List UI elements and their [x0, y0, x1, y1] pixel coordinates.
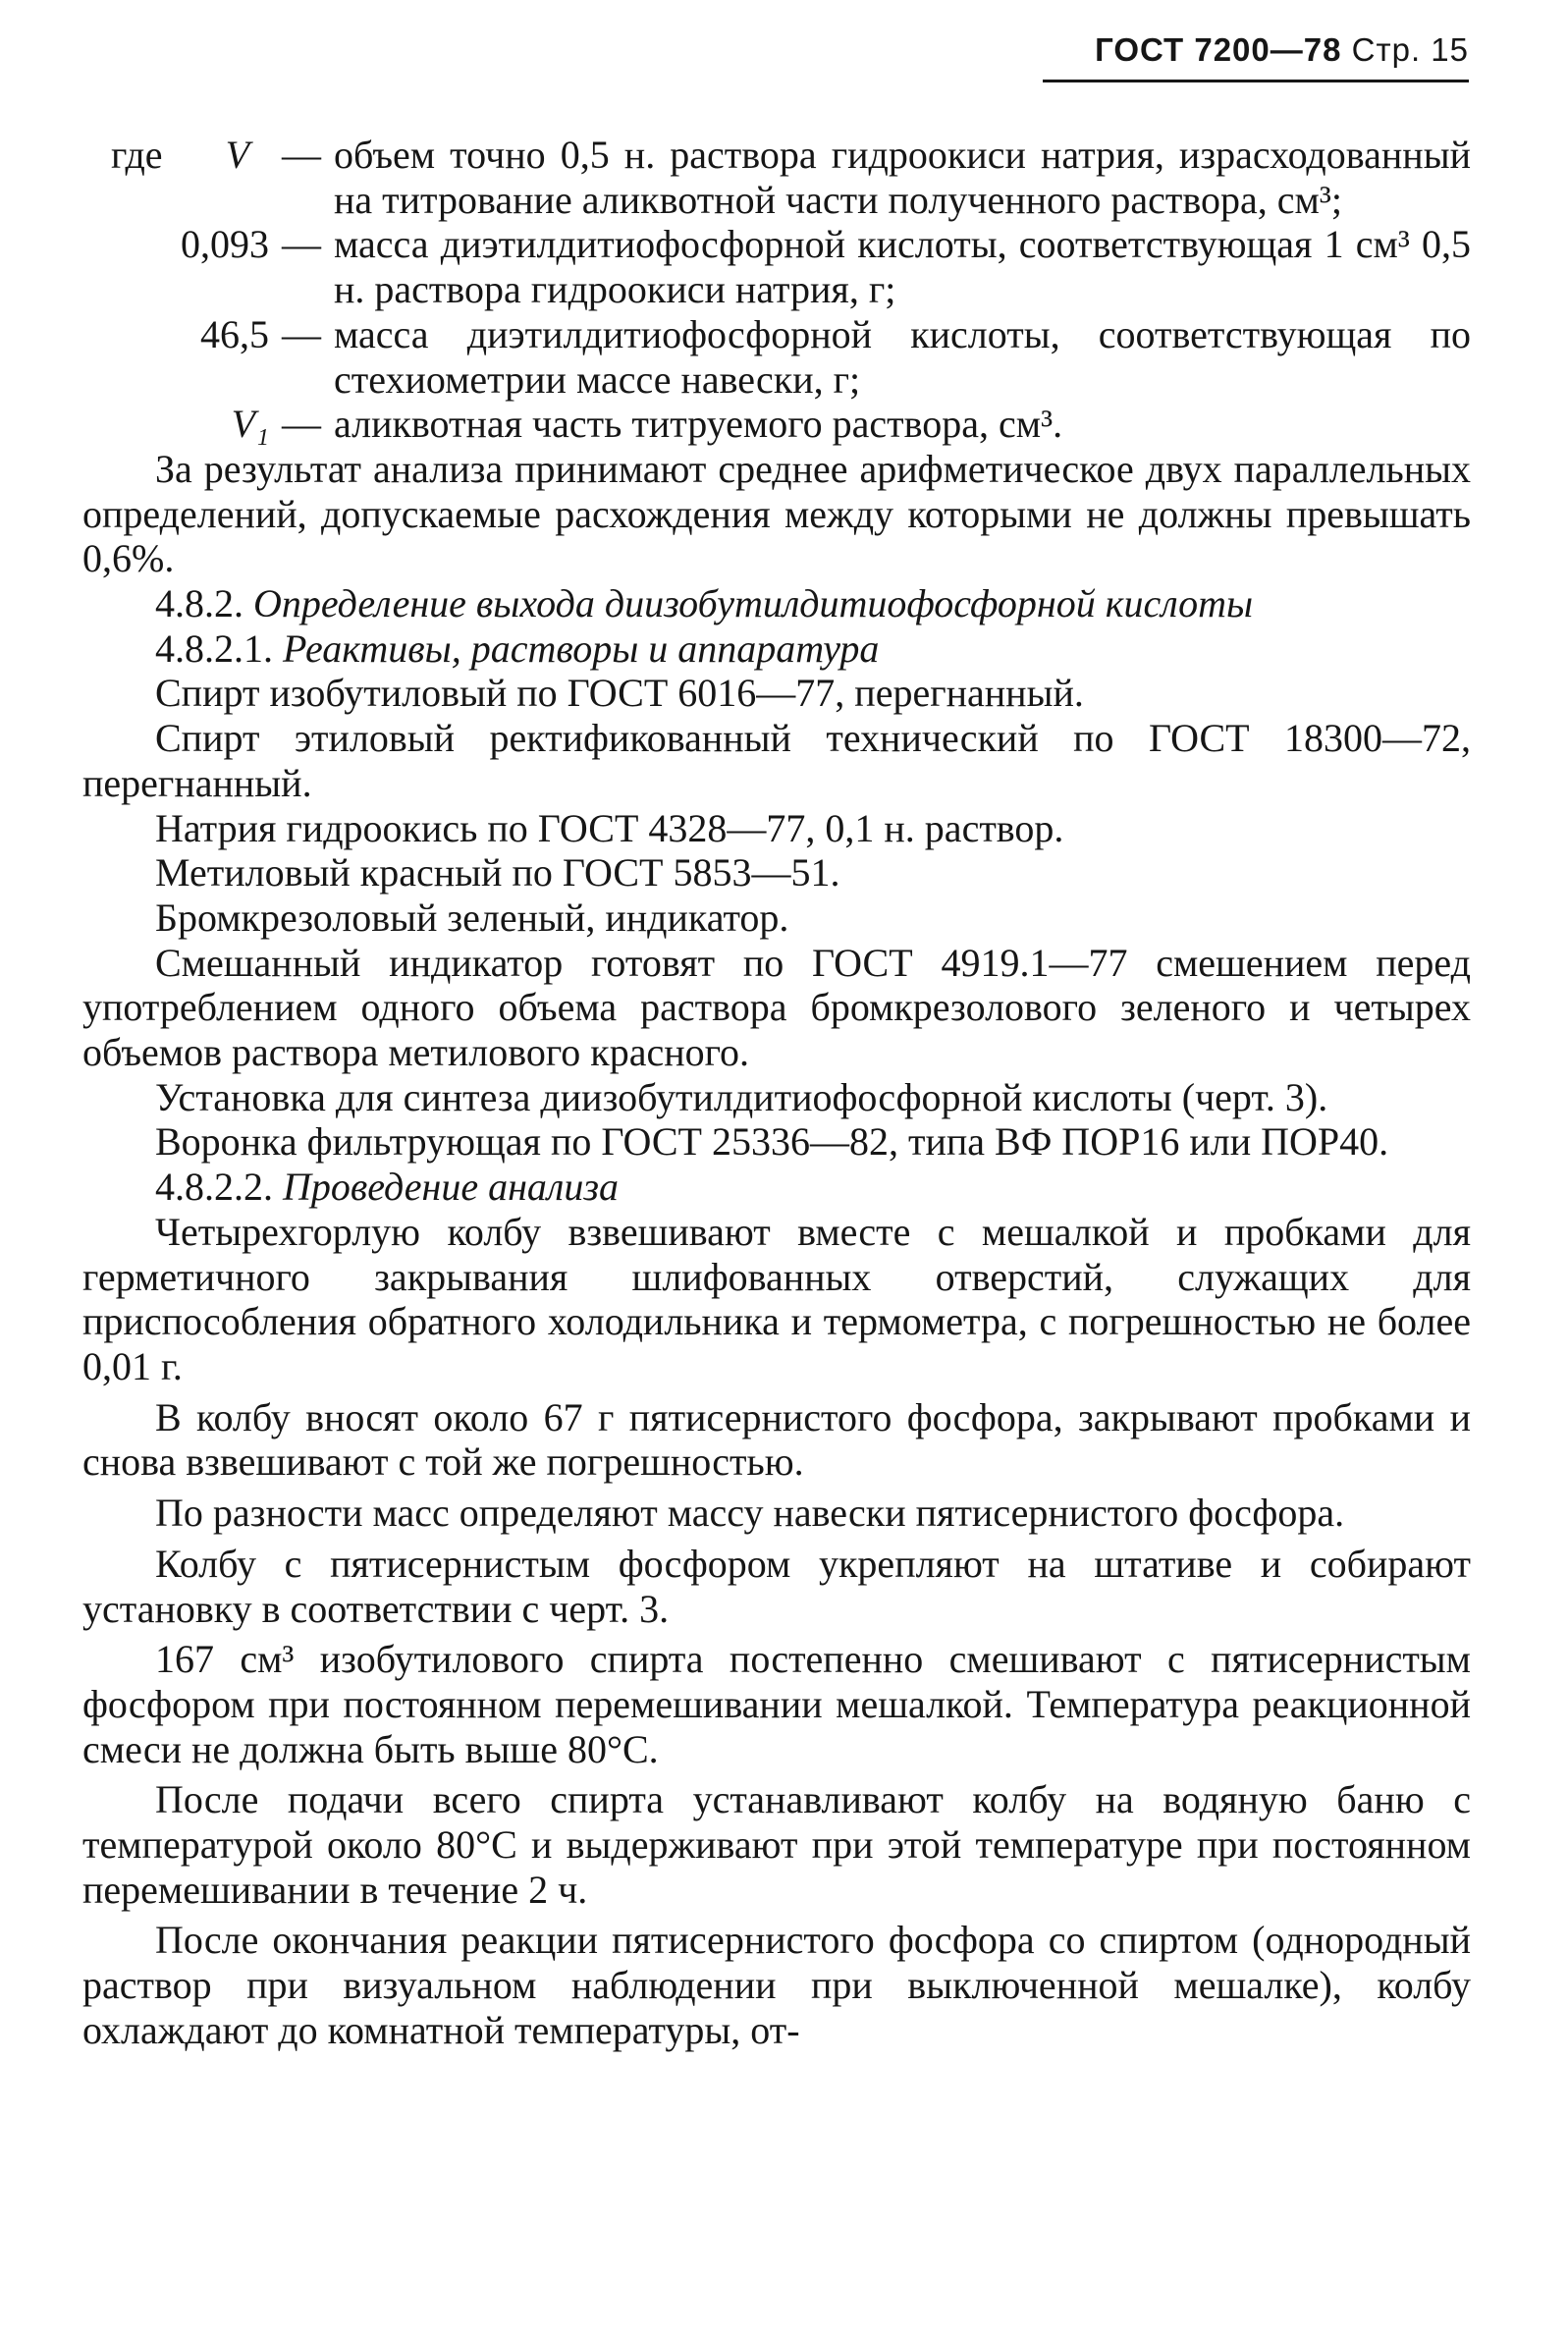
analysis-step-2: В колбу вносят около 67 г пятисернистого фосфора, закрывают пробками и снова взвешивают с той же погрешностью.: [82, 1394, 1471, 1485]
apparatus-synthesis-unit: Установка для синтеза диизобутилдитиофосфорной кислоты (черт. 3).: [155, 1074, 1328, 1119]
header-rule: [1043, 80, 1469, 82]
section-heading-4-8-2: [82, 581, 1471, 626]
definition-text: масса диэтилдитиофосфорной кислоты, соответствующая 1 см³ 0,5 н. раствора гидроокиси натрия, г;: [334, 222, 1471, 312]
definition-dash: —: [282, 222, 321, 267]
analysis-step-3: По разности масс определяют массу навески пятисернистого фосфора.: [155, 1491, 1345, 1536]
where-lead-and-symbol: где V: [111, 133, 249, 177]
analysis-step-1: Четырехгорлую колбу взвешивают вместе с мешалкой и пробками для герметичного закрывания шлифованных отверстий, служащих для приспособления обратного холодильника и термометра, с погрешностью не более 0,01 г.: [82, 1209, 1471, 1388]
page-number: Стр. 15: [1351, 31, 1469, 68]
analysis-step-7: После окончания реакции пятисернистого фосфора со спиртом (однородный раствор при визуальном наблюдении при выключенной мешалке), колбу охлаждают до комнатной температуры, от-: [82, 1918, 1471, 2052]
reagent-isobutyl-alcohol: Спирт изобутиловый по ГОСТ 6016—77, перегнанный.: [155, 671, 1084, 716]
symbol-v1: V₁: [231, 402, 269, 447]
page-header: [1043, 31, 1469, 69]
analysis-step-6: После подачи всего спирта устанавливают колбу на водяную баню с температурой около 80°С и выдерживают при этой температуре при постоянном перемешивании в течение 2 ч.: [82, 1777, 1471, 1912]
apparatus-filter-funnel: Воронка фильтрующая по ГОСТ 25336—82, типа ВФ ПОР16 или ПОР40.: [155, 1119, 1389, 1165]
section-title: Определение выхода диизобутилдитиофосфорной кислоты: [253, 581, 1254, 626]
reagent-ethyl-alcohol: Спирт этиловый ректификованный технический по ГОСТ 18300—72, перегнанный.: [82, 716, 1471, 805]
where-item-465: [82, 312, 1471, 402]
reagent-methyl-red: Метиловый красный по ГОСТ 5853—51.: [155, 850, 840, 895]
analysis-step-5: 167 см³ изобутилового спирта постепенно смешивают с пятисернистым фосфором при постоянном перемешивании мешалкой. Температура реакционной смеси не должна быть выше 80°С.: [82, 1637, 1471, 1771]
reagent-bromocresol-green: Бромкрезоловый зеленый, индикатор.: [155, 895, 789, 940]
analysis-step-4: Колбу с пятисернистым фосфором укрепляют на штативе и собирают установку в соответствии с черт. 3.: [82, 1541, 1471, 1631]
reagent-mixed-indicator: Смешанный индикатор готовят по ГОСТ 4919.1—77 смешением перед употреблением одного объема раствора бромкрезолового зеленого и четырех объемов раствора метилового красного.: [82, 940, 1471, 1075]
section-number: 4.8.2.1.: [155, 625, 273, 671]
section-heading-4-8-2-1: [82, 626, 1471, 672]
reagent-sodium-hydroxide: Натрия гидроокись по ГОСТ 4328—77, 0,1 н. раствор.: [155, 805, 1064, 850]
where-item-0093: [82, 222, 1471, 311]
definition-text: масса диэтилдитиофосфорной кислоты, соответствующая по стехиометрии массе навески, г;: [334, 311, 1471, 402]
symbol-v: V: [225, 133, 249, 177]
section-number: 4.8.2.: [155, 581, 243, 626]
definition-dash: —: [282, 402, 321, 447]
definition-text: аликвотная часть титруемого раствора, см³.: [334, 402, 1063, 447]
result-paragraph: За результат анализа принимают среднее арифметическое двух параллельных определений, допускаемые расхождения между которыми не должны превышать 0,6%.: [82, 446, 1471, 581]
standard-number: ГОСТ 7200—78: [1095, 31, 1342, 68]
symbol-465: 46,5: [200, 311, 269, 356]
section-title: Проведение анализа: [283, 1165, 619, 1210]
definition-dash: —: [282, 133, 321, 177]
where-item-v1: [82, 402, 1471, 447]
symbol-0093: 0,093: [181, 222, 269, 267]
definition-dash: —: [282, 311, 321, 356]
section-number: 4.8.2.2.: [155, 1165, 273, 1210]
definition-text: объем точно 0,5 н. раствора гидроокиси натрия, израсходованный на титрование аликвотной части полученного раствора, см³;: [334, 133, 1471, 222]
where-list: [82, 133, 1471, 447]
where-item-v: [82, 133, 1471, 222]
document-body: [82, 133, 1471, 2053]
section-title: Реактивы, растворы и аппаратура: [283, 625, 880, 671]
section-heading-4-8-2-2: [82, 1165, 1471, 1210]
